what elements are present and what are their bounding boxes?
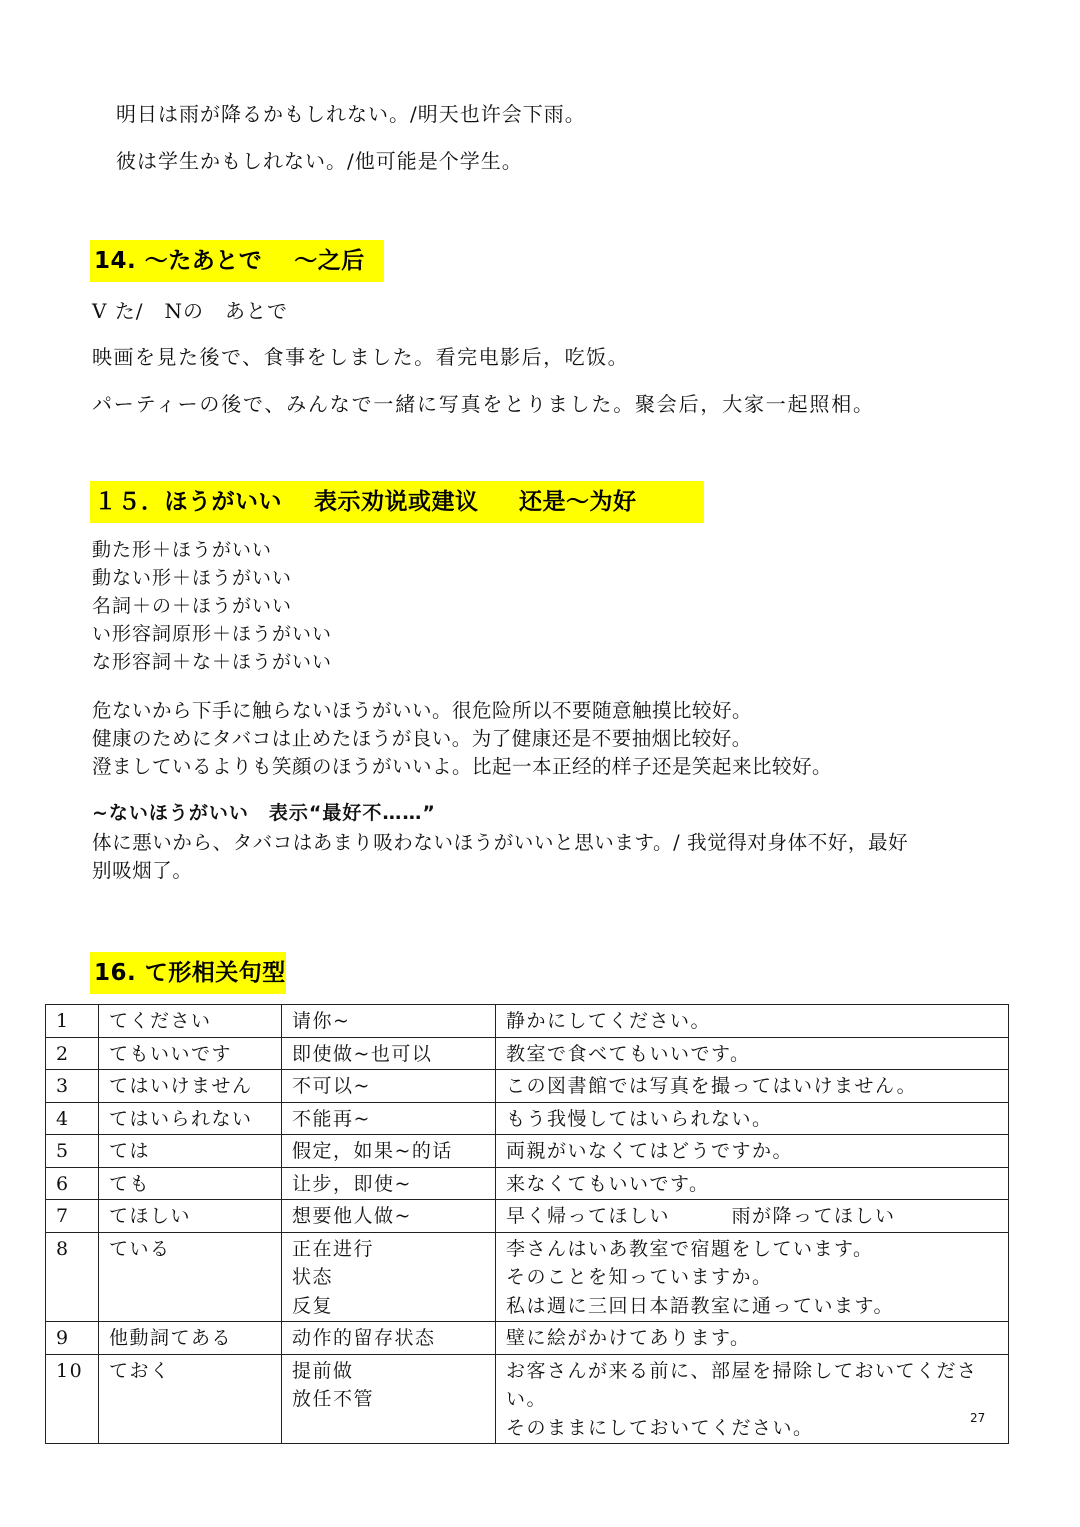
te-form-table xyxy=(45,1004,1009,1444)
meaning-cell xyxy=(282,1200,496,1233)
example-line: 映画を見た後で、食事をしました。看完电影后，吃饭。 xyxy=(92,345,630,369)
meaning-cell-line: 不可以~ xyxy=(292,1075,371,1097)
meaning-cell-line: 放任不管 xyxy=(292,1388,375,1410)
row-number: 7 xyxy=(46,1200,99,1233)
example-cell xyxy=(496,1037,1009,1070)
row-number: 5 xyxy=(46,1135,99,1168)
meaning-cell xyxy=(282,1037,496,1070)
example-cell xyxy=(496,1070,1009,1103)
meaning-cell-line: 状态 xyxy=(292,1266,334,1288)
form-item: 動た形＋ほうがいい xyxy=(92,539,273,561)
pattern-cell: ている xyxy=(99,1232,282,1322)
row-number: 3 xyxy=(46,1070,99,1103)
example-cell-line: この図書館では写真を撮ってはいけません。 xyxy=(506,1075,918,1097)
pattern-cell: ては xyxy=(99,1135,282,1168)
example-cell-line: 来なくてもいいです。 xyxy=(506,1172,710,1195)
example-cell-line: そのことを知っていますか。 xyxy=(506,1266,773,1288)
row-number: 4 xyxy=(46,1102,99,1135)
example-cell xyxy=(496,1102,1009,1135)
table-row xyxy=(46,1037,1009,1070)
example-cell-line: 早く帰ってほしい 雨が降ってほしい xyxy=(506,1205,896,1227)
example-line: 体に悪いから、タバコはあまり吸わないほうがいいと思います。/ 我觉得对身体不好，最好 xyxy=(92,831,909,854)
form-item: い形容詞原形＋ほうがいい xyxy=(92,623,333,645)
meaning-cell-line: 反复 xyxy=(292,1294,334,1317)
example-cell-line: もう我慢してはいられない。 xyxy=(506,1107,773,1130)
pattern-cell: てはいけません xyxy=(99,1070,282,1103)
table-row xyxy=(46,1135,1009,1168)
pattern-cell: ても xyxy=(99,1167,282,1200)
meaning-cell xyxy=(282,1005,496,1038)
example-line: 彼は学生かもしれない。/他可能是个学生。 xyxy=(116,149,523,173)
example-cell xyxy=(496,1200,1009,1233)
form-list xyxy=(92,536,332,676)
example-cell-line: お客さんが来る前に、部屋を掃除しておいてくださ xyxy=(506,1359,978,1382)
table-row xyxy=(46,1354,1009,1444)
example-line: 澄ましているよりも笑顔のほうがいいよ。比起一本正经的样子还是笑起来比较好。 xyxy=(92,755,833,778)
example-cell xyxy=(496,1354,1009,1444)
example-cell xyxy=(496,1232,1009,1322)
example-cell-line: 壁に絵がかけてあります。 xyxy=(506,1327,751,1349)
meaning-cell-line: 假定，如果~的话 xyxy=(292,1140,453,1162)
row-number: 1 xyxy=(46,1005,99,1038)
meaning-cell-line: 即使做~也可以 xyxy=(292,1042,433,1065)
example-line: 健康のためにタバコは止めたほうが良い。为了健康还是不要抽烟比较好。 xyxy=(92,727,752,750)
example-cell-line: 私は週に三回日本語教室に通っています。 xyxy=(506,1294,894,1317)
table-row xyxy=(46,1102,1009,1135)
sub-heading: ~ないほうがいい 表示“最好不……” xyxy=(92,802,436,824)
example-cell xyxy=(496,1167,1009,1200)
example-cell-line: い。 xyxy=(506,1388,548,1410)
meaning-cell-line: 不能再~ xyxy=(292,1107,371,1130)
example-cell xyxy=(496,1322,1009,1355)
example-list xyxy=(92,697,832,781)
example-line: 危ないから下手に触らないほうがいい。很危险所以不要随意触摸比较好。 xyxy=(92,699,753,722)
meaning-cell xyxy=(282,1232,496,1322)
pattern-cell: てもいいです xyxy=(99,1037,282,1070)
form-item: 名詞＋の＋ほうがいい xyxy=(92,595,293,617)
page-number: 27 xyxy=(970,1411,986,1425)
example-cell-line: 李さんはいあ教室で宿題をしています。 xyxy=(506,1237,874,1260)
pattern-cell: てはいられない xyxy=(99,1102,282,1135)
table-row xyxy=(46,1322,1009,1355)
pattern-cell: 他動詞てある xyxy=(99,1322,282,1355)
section-14-pattern: V た/ Nの あとで xyxy=(92,299,289,323)
meaning-cell xyxy=(282,1322,496,1355)
meaning-cell xyxy=(282,1135,496,1168)
meaning-cell-line: 请你~ xyxy=(292,1010,351,1032)
example-cell xyxy=(496,1005,1009,1038)
example-cell xyxy=(496,1135,1009,1168)
form-item: な形容詞＋な＋ほうがいい xyxy=(92,651,333,673)
pattern-cell: てほしい xyxy=(99,1200,282,1233)
meaning-cell-line: 动作的留存状态 xyxy=(292,1327,436,1349)
section-14-heading: 14. 〜たあとで 〜之后 xyxy=(90,240,384,282)
meaning-cell xyxy=(282,1070,496,1103)
table-row xyxy=(46,1005,1009,1038)
section-16-heading: 16. て形相关句型 xyxy=(90,952,286,994)
section-15-heading: １５．ほうがいい 表示劝说或建议 还是〜为好 xyxy=(90,481,704,523)
table-row xyxy=(46,1200,1009,1233)
example-line: 别吸烟了。 xyxy=(92,859,193,882)
pattern-cell: てください xyxy=(99,1005,282,1038)
row-number: 6 xyxy=(46,1167,99,1200)
table-row xyxy=(46,1167,1009,1200)
table-row xyxy=(46,1070,1009,1103)
meaning-cell-line: 让步，即使~ xyxy=(292,1172,412,1195)
meaning-cell-line: 想要他人做~ xyxy=(292,1205,412,1227)
row-number: 10 xyxy=(46,1354,99,1444)
row-number: 8 xyxy=(46,1232,99,1322)
example-line: 明日は雨が降るかもしれない。/明天也许会下雨。 xyxy=(116,102,586,126)
meaning-cell xyxy=(282,1354,496,1444)
form-item: 動ない形＋ほうがいい xyxy=(92,567,293,589)
table-row xyxy=(46,1232,1009,1322)
example-cell-line: 静かにしてください。 xyxy=(506,1010,712,1032)
example-cell-line: 両親がいなくてはどうですか。 xyxy=(506,1140,794,1162)
meaning-cell xyxy=(282,1102,496,1135)
example-cell-line: そのままにしておいてください。 xyxy=(506,1416,814,1439)
pattern-cell: ておく xyxy=(99,1354,282,1444)
row-number: 2 xyxy=(46,1037,99,1070)
meaning-cell xyxy=(282,1167,496,1200)
meaning-cell-line: 提前做 xyxy=(292,1359,354,1382)
meaning-cell-line: 正在进行 xyxy=(292,1237,375,1260)
example-cell-line: 教室で食べてもいいです。 xyxy=(506,1042,751,1065)
row-number: 9 xyxy=(46,1322,99,1355)
example-line: パーティーの後で、みんなで一緒に写真をとりました。聚会后，大家一起照相。 xyxy=(92,392,875,416)
